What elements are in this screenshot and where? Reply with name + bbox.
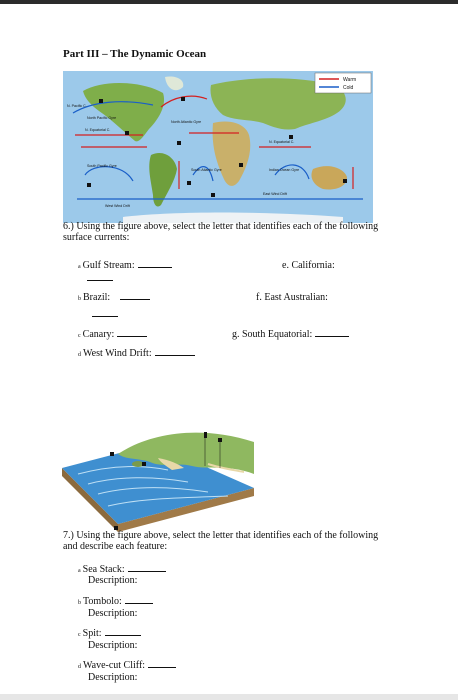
answer-blank[interactable] bbox=[105, 628, 141, 636]
current-label: North Atlantic Gyre bbox=[171, 120, 202, 124]
item-label: Sea Stack: bbox=[82, 564, 125, 575]
letter-marker bbox=[239, 163, 243, 167]
answer-blank[interactable] bbox=[125, 596, 153, 604]
current-label: North Pacific Gyre bbox=[87, 116, 117, 120]
diagram-letter-marker bbox=[218, 438, 222, 442]
current-label: East Wind Drift bbox=[263, 192, 287, 196]
question-6-prompt: 6.) Using the figure above, select the letter that identifies each of the following surface currents: bbox=[63, 221, 379, 243]
page-bottom-edge bbox=[0, 694, 458, 700]
item-label: Brazil: bbox=[83, 292, 111, 303]
q6-item-g bbox=[232, 329, 349, 340]
diagram-letter-marker bbox=[110, 452, 114, 456]
description-label: Description: bbox=[88, 575, 138, 586]
item-letter: c bbox=[78, 333, 81, 339]
answer-blank[interactable] bbox=[87, 280, 113, 281]
item-letter: a bbox=[78, 264, 81, 270]
letter-marker bbox=[181, 97, 185, 101]
item-label: Canary: bbox=[82, 329, 115, 340]
q6-item-c bbox=[78, 329, 147, 342]
diagram-letter-marker bbox=[204, 432, 207, 438]
item-letter: f. bbox=[256, 292, 262, 303]
current-label: South Pacific Gyre bbox=[87, 164, 117, 168]
ocean-currents-map bbox=[63, 71, 373, 223]
current-label: N. Equatorial C. bbox=[269, 140, 295, 144]
coastal-landforms-diagram bbox=[58, 424, 256, 532]
q6-item-f bbox=[256, 292, 328, 303]
item-letter: b bbox=[78, 600, 81, 606]
legend-warm-label: Warm bbox=[343, 77, 357, 83]
description-label: Description: bbox=[88, 640, 138, 651]
letter-marker bbox=[289, 135, 293, 139]
letter-marker bbox=[99, 99, 103, 103]
current-label: Indian Ocean Gyre bbox=[269, 168, 300, 172]
letter-marker bbox=[125, 131, 129, 135]
question-7-prompt: 7.) Using the figure above, select the letter that identifies each of the following and describe each feature: bbox=[63, 530, 379, 552]
current-label: South Atlantic Gyre bbox=[191, 168, 222, 172]
q6-item-b bbox=[78, 292, 150, 305]
letter-marker bbox=[211, 193, 215, 197]
item-label: Spit: bbox=[82, 628, 102, 639]
item-letter: e. bbox=[282, 260, 289, 271]
current-label: N. Equatorial C. bbox=[85, 128, 111, 132]
letter-marker bbox=[87, 183, 91, 187]
answer-blank[interactable] bbox=[138, 260, 172, 268]
answer-blank[interactable] bbox=[148, 660, 176, 668]
item-letter: b bbox=[78, 296, 81, 302]
answer-blank[interactable] bbox=[117, 329, 147, 337]
item-label: California: bbox=[291, 260, 335, 271]
description-label: Description: bbox=[88, 608, 138, 619]
answer-blank[interactable] bbox=[128, 564, 166, 572]
item-letter: g. bbox=[232, 329, 240, 340]
map-legend bbox=[315, 73, 371, 93]
item-label: Wave-cut Cliff: bbox=[83, 660, 146, 671]
q6-item-e bbox=[282, 260, 335, 271]
worksheet-page bbox=[0, 4, 458, 694]
item-label: Gulf Stream: bbox=[82, 260, 135, 271]
answer-blank[interactable] bbox=[315, 329, 349, 337]
item-letter: d bbox=[78, 352, 81, 358]
answer-blank[interactable] bbox=[92, 316, 118, 317]
description-label: Description: bbox=[88, 672, 138, 683]
letter-marker bbox=[177, 141, 181, 145]
letter-marker bbox=[343, 179, 347, 183]
current-label: N. Pacific C. bbox=[67, 104, 87, 108]
item-letter: a bbox=[78, 568, 81, 574]
current-label: West Wind Drift bbox=[105, 204, 130, 208]
part-title: Part III – The Dynamic Ocean bbox=[63, 48, 207, 60]
answer-blank[interactable] bbox=[120, 292, 150, 300]
letter-marker bbox=[187, 181, 191, 185]
item-label: East Australian: bbox=[264, 292, 328, 303]
answer-blank[interactable] bbox=[155, 348, 195, 356]
q6-item-a bbox=[78, 260, 172, 273]
item-label: Tombolo: bbox=[83, 596, 122, 607]
item-label: West Wind Drift: bbox=[83, 348, 152, 359]
q6-item-d bbox=[78, 348, 195, 361]
item-letter: d bbox=[78, 664, 81, 670]
diagram-letter-marker bbox=[142, 462, 146, 466]
item-letter: c bbox=[78, 632, 81, 638]
legend-cold-label: Cold bbox=[343, 85, 354, 91]
item-label: South Equatorial: bbox=[242, 329, 313, 340]
